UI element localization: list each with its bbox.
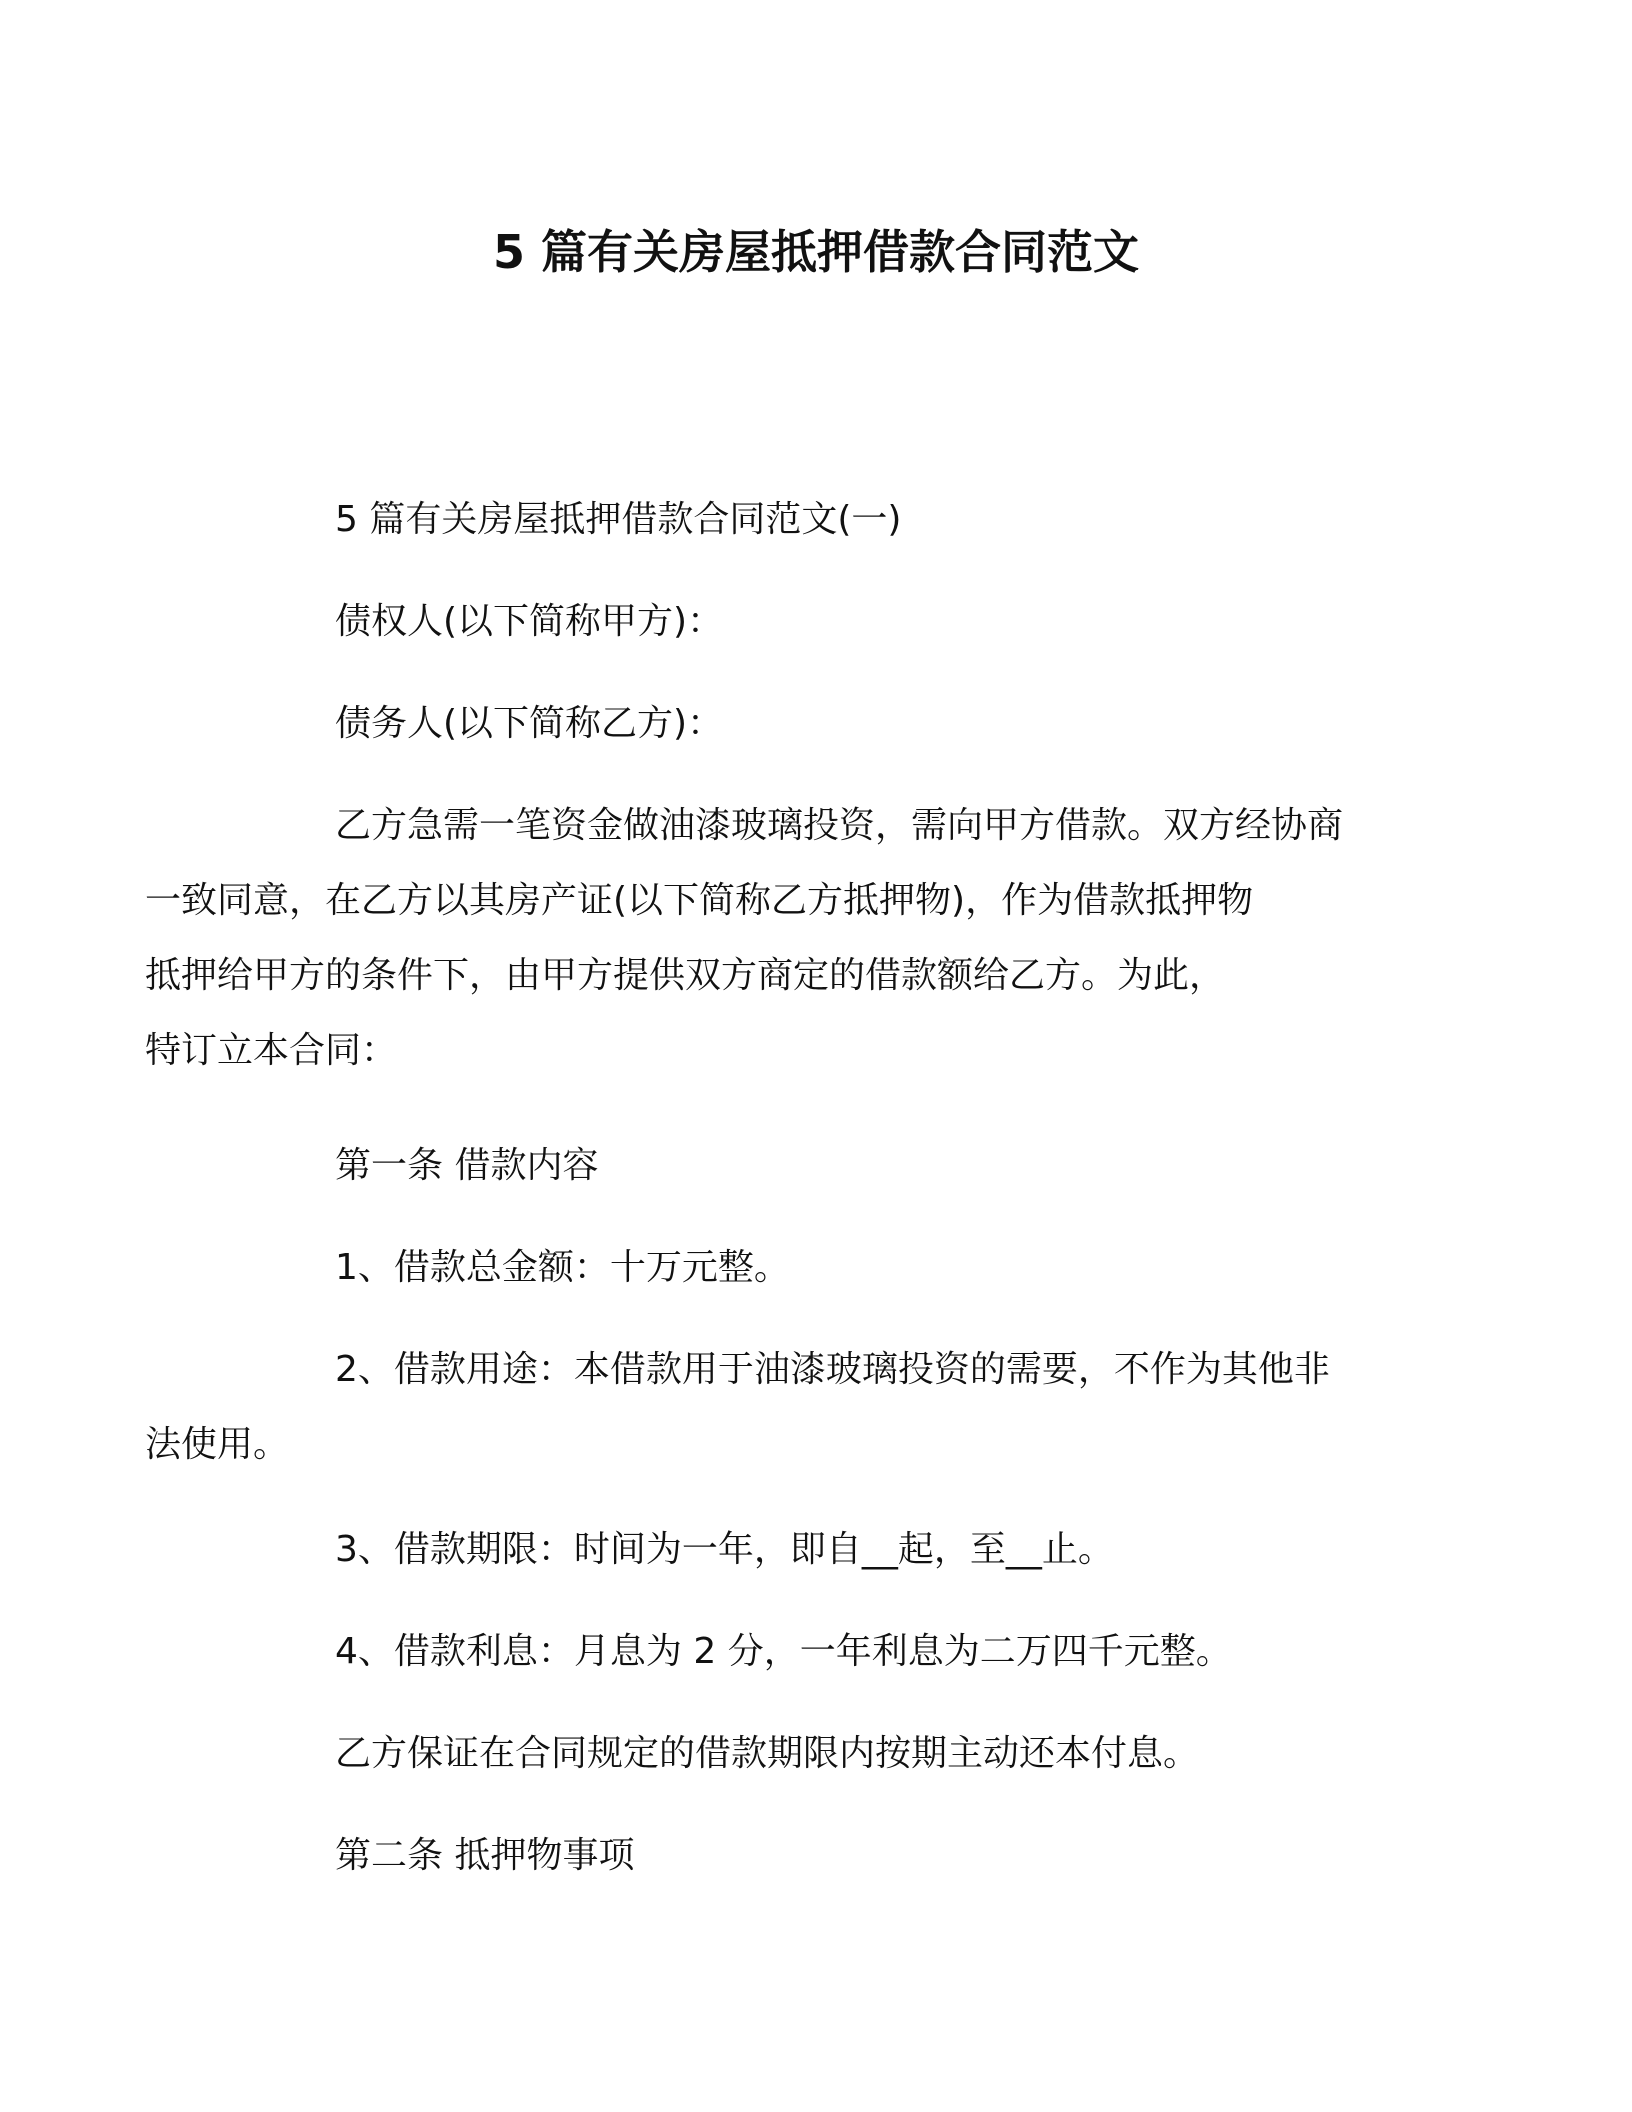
intro-paragraph	[145, 788, 1380, 1088]
repayment-guarantee-line: 乙方保证在合同规定的借款期限内按期主动还本付息。	[335, 1733, 1200, 1774]
creditor-line: 债权人(以下简称甲方)：	[335, 601, 724, 642]
intro-line-1: 乙方急需一笔资金做油漆玻璃投资，需向甲方借款。双方经协商	[335, 805, 1344, 846]
loan-term-item: 3、借款期限：时间为一年，即自__起，至__止。	[335, 1529, 1114, 1570]
loan-purpose-line-1: 2、借款用途：本借款用于油漆玻璃投资的需要，不作为其他非	[335, 1349, 1330, 1390]
loan-interest-item: 4、借款利息：月息为 2 分，一年利息为二万四千元整。	[335, 1631, 1232, 1672]
document-title: 5 篇有关房屋抵押借款合同范文	[492, 225, 1140, 279]
intro-line-2: 一致同意，在乙方以其房产证(以下简称乙方抵押物)，作为借款抵押物	[145, 880, 1254, 921]
intro-line-4: 特订立本合同：	[145, 1030, 398, 1071]
debtor-line: 债务人(以下简称乙方)：	[335, 703, 724, 744]
article-one-heading: 第一条 借款内容	[335, 1145, 599, 1186]
section-heading-contract-one: 5 篇有关房屋抵押借款合同范文(一)	[335, 499, 902, 540]
intro-line-3: 抵押给甲方的条件下，由甲方提供双方商定的借款额给乙方。为此，	[145, 955, 1226, 996]
article-two-heading: 第二条 抵押物事项	[335, 1835, 635, 1876]
loan-purpose-item	[145, 1332, 1380, 1482]
loan-purpose-line-2: 法使用。	[145, 1424, 290, 1465]
loan-amount-item: 1、借款总金额：十万元整。	[335, 1247, 790, 1288]
